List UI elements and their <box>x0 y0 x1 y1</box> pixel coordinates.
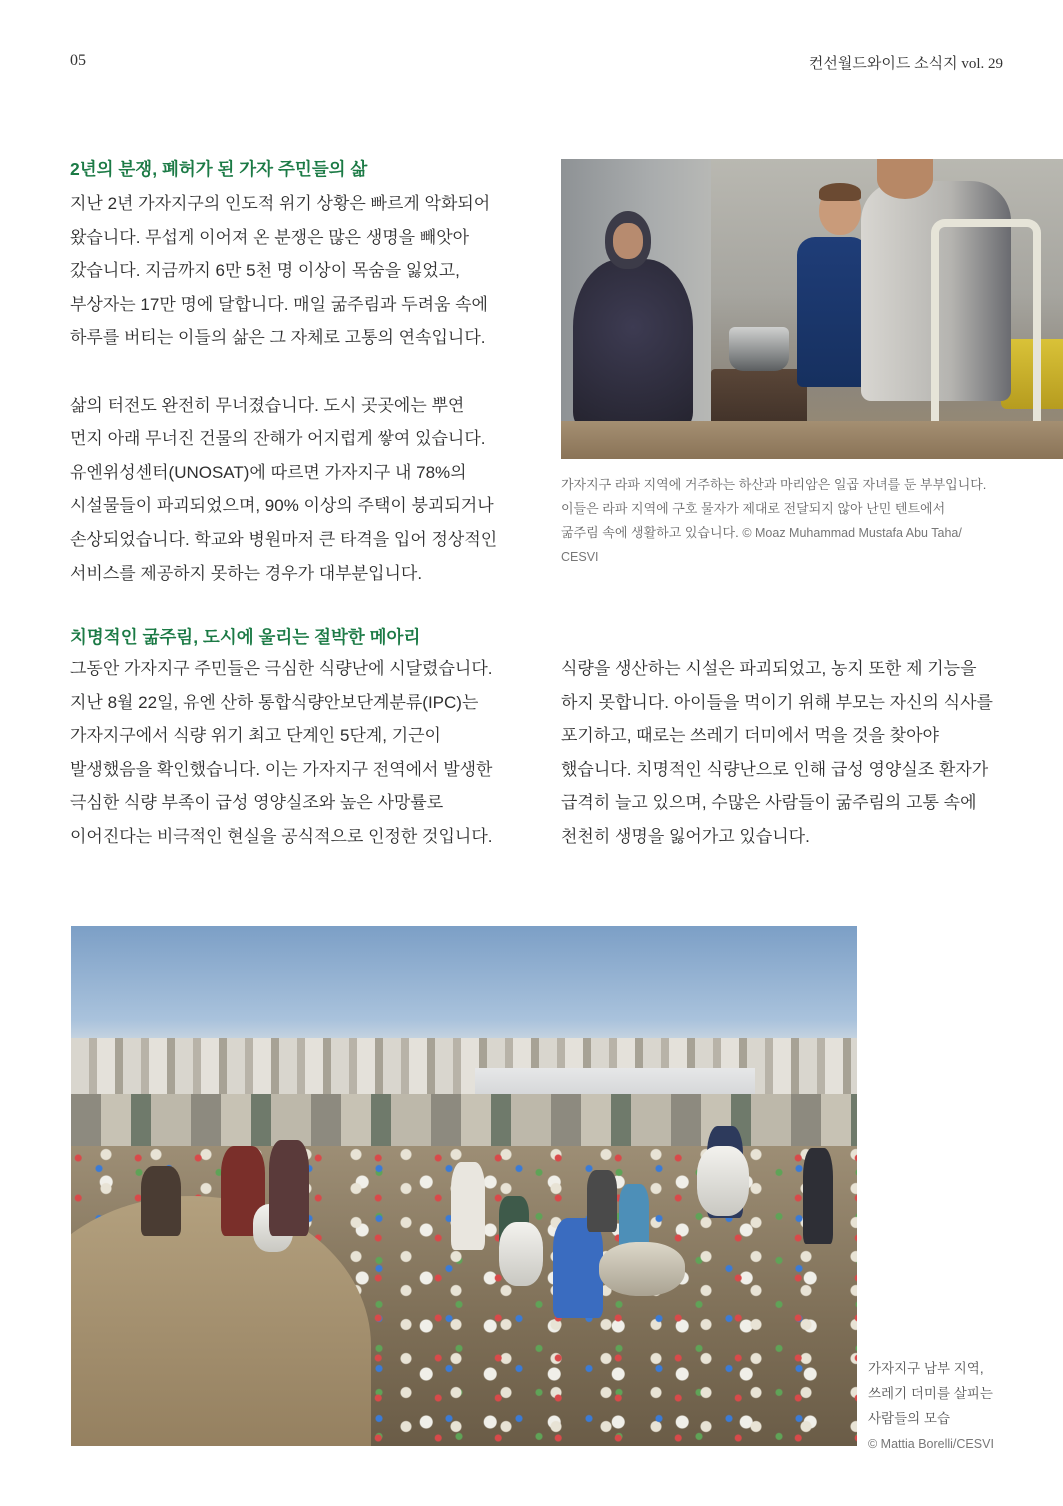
section2-body-right <box>561 652 1031 854</box>
ground <box>561 421 1063 459</box>
boy-figure <box>797 237 869 387</box>
plastic-chair <box>931 219 1041 439</box>
caption-line: 가자지구 남부 지역, <box>868 1361 984 1376</box>
woman-face <box>613 223 643 259</box>
caption-line: 쓰레기 더미를 살피는 <box>868 1386 993 1401</box>
caption-line: 가자지구 라파 지역에 거주하는 하산과 마리암은 일곱 자녀를 둔 부부입니다. <box>561 477 987 492</box>
photo2-caption <box>868 1356 994 1457</box>
boy-hair <box>819 183 861 201</box>
text-line: 왔습니다. 무섭게 이어져 온 분쟁은 많은 생명을 빼앗아 <box>70 227 470 247</box>
caption-line: 이들은 라파 지역에 구호 물자가 제대로 전달되지 않아 난민 텐트에서 <box>561 501 946 516</box>
photo1-credit-org: CESVI <box>561 550 599 564</box>
text-line: 했습니다. 치명적인 식량난으로 인해 급성 영양실조 환자가 <box>561 759 989 779</box>
caption-line: 사람들의 모습 <box>868 1411 950 1426</box>
text-line: 가자지구에서 식량 위기 최고 단계인 5단계, 기근이 <box>70 726 441 746</box>
text-line: 그동안 가자지구 주민들은 극심한 식량난에 시달렸습니다. <box>70 659 493 678</box>
text-line: 갔습니다. 지금까지 6만 5천 명 이상이 목숨을 잃었고, <box>70 261 460 281</box>
text-line: 하지 못합니다. 아이들을 먹이기 위해 부모는 자신의 식사를 <box>561 692 993 712</box>
text-line: 손상되었습니다. 학교와 병원마저 큰 타격을 입어 정상적인 <box>70 529 498 549</box>
sheep <box>599 1242 685 1296</box>
person-figure <box>803 1148 833 1244</box>
section1-paragraph-1 <box>70 187 540 355</box>
caption-line: 굶주림 속에 생활하고 있습니다. <box>561 525 739 540</box>
text-line: 먼지 아래 무너진 건물의 잔해가 어지럽게 쌓여 있습니다. <box>70 429 486 449</box>
text-line: 극심한 식량 부족이 급성 영양실조와 높은 사망률로 <box>70 793 444 813</box>
publication-title: 컨선월드와이드 소식지 vol. 29 <box>808 56 1003 72</box>
person-figure <box>269 1140 309 1236</box>
man-head <box>877 159 933 199</box>
sack <box>697 1146 749 1216</box>
person-figure <box>587 1170 617 1232</box>
photo-garbage-dump <box>71 926 857 1446</box>
person-figure <box>141 1166 181 1236</box>
section2-paragraph-right <box>561 652 1031 854</box>
text-line: 유엔위성센터(UNOSAT)에 따르면 가자지구 내 78%의 <box>70 462 467 482</box>
text-line: 식량을 생산하는 시설은 파괴되었고, 농지 또한 제 기능을 <box>561 659 977 678</box>
section1-paragraph-2 <box>70 389 540 591</box>
photo1-credit: © Moaz Muhammad Mustafa Abu Taha/ <box>742 526 962 540</box>
text-line: 시설물들이 파괴되었으며, 90% 이상의 주택이 붕괴되거나 <box>70 496 494 516</box>
section2-body-left <box>70 652 540 854</box>
sack <box>499 1222 543 1286</box>
text-line: 서비스를 제공하지 못하는 경우가 대부분입니다. <box>70 563 423 583</box>
section2-paragraph-left <box>70 652 540 854</box>
cooking-pot <box>729 327 789 371</box>
text-line: 이어진다는 비극적인 현실을 공식적으로 인정한 것입니다. <box>70 826 493 846</box>
text-line: 지난 8월 22일, 유엔 산하 통합식량안보단계분류(IPC)는 <box>70 692 479 712</box>
section1-body <box>70 187 540 590</box>
person-figure <box>451 1162 485 1250</box>
text-line: 부상자는 17만 명에 달합니다. 매일 굶주림과 두려움 속에 <box>70 294 488 314</box>
text-line: 발생했음을 확인했습니다. 이는 가자지구 전역에서 발생한 <box>70 759 493 779</box>
section2-heading: 치명적인 굶주림, 도시에 울리는 절박한 메아리 <box>70 627 421 647</box>
text-line: 포기하고, 때로는 쓰레기 더미에서 먹을 것을 찾아야 <box>561 726 939 746</box>
photo1-caption <box>561 473 1021 569</box>
woman-figure <box>573 259 693 429</box>
photo-shelter-family <box>561 159 1063 459</box>
text-line: 하루를 버티는 이들의 삶은 그 자체로 고통의 연속입니다. <box>70 328 486 348</box>
page-number: 05 <box>70 52 86 69</box>
text-line: 지난 2년 가자지구의 인도적 위기 상황은 빠르게 악화되어 <box>70 194 491 213</box>
person-figure <box>553 1218 603 1318</box>
text-line: 삶의 터전도 완전히 무너졌습니다. 도시 곳곳에는 뿌연 <box>70 395 465 415</box>
text-line: 천천히 생명을 잃어가고 있습니다. <box>561 826 810 846</box>
photo2-credit: © Mattia Borelli/CESVI <box>868 1437 994 1451</box>
section1-heading: 2년의 분쟁, 폐허가 된 가자 주민들의 삶 <box>70 159 368 179</box>
text-line: 급격히 늘고 있으며, 수많은 사람들이 굶주림의 고통 속에 <box>561 793 977 813</box>
